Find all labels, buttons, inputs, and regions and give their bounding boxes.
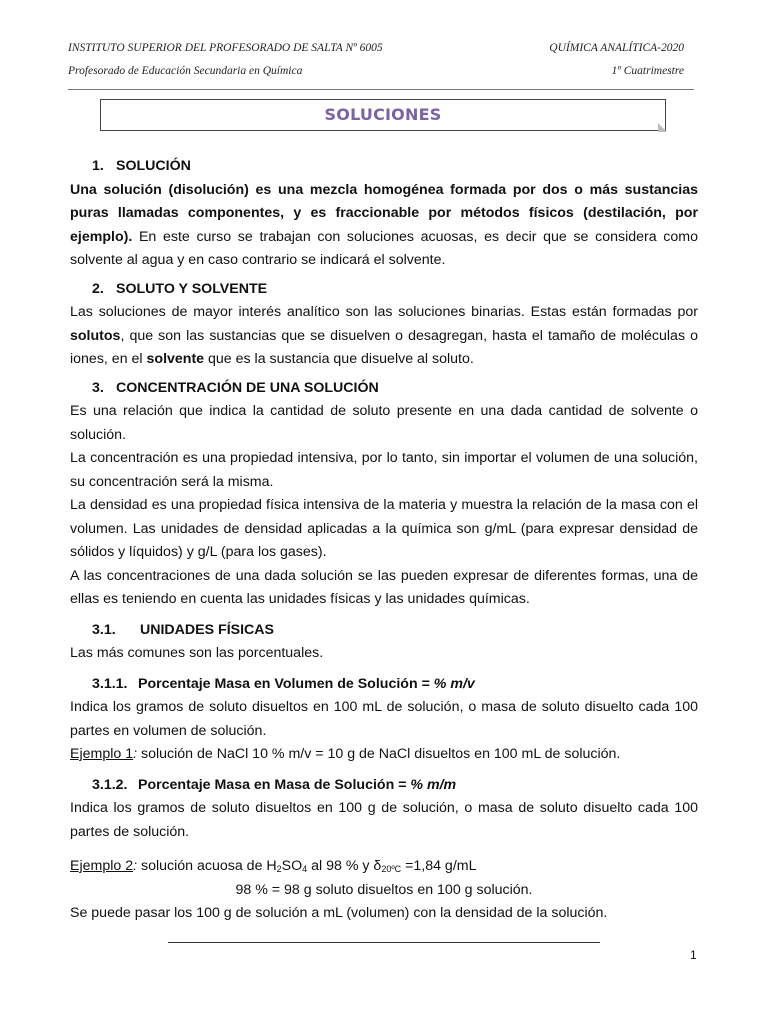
page-title: SOLUCIONES	[324, 105, 442, 124]
section-3-1-heading: 3.1. UNIDADES FÍSICAS	[92, 621, 275, 638]
section-1-paragraph: Una solución (disolución) es una mezcla homogénea formada por dos o más sustancias puras llamadas componentes, y es fraccionable por métodos físicos (destilación, por ejemplo). En este curso se trabajan con soluciones acuosas, es decir que se considera como solvente al agua y en caso contrario se indicará el solvente.	[70, 181, 698, 268]
section-3-paragraph-4: A las concentraciones de una dada solución se las pueden expresar de diferentes formas, una de ellas es teniendo en cuenta las unidades físicas y las unidades químicas.	[70, 567, 698, 607]
section-3-1-2-heading: 3.1.2. Porcentaje Masa en Masa de Solución = % m/m	[92, 776, 457, 793]
header-divider	[68, 89, 694, 90]
section-3-1-1-heading: 3.1.1. Porcentaje Masa en Volumen de Solución = % m/v	[92, 675, 475, 692]
section-3-paragraph-3: La densidad es una propiedad física intensiva de la materia y muestra la relación de la masa con el volumen. Las unidades de densidad aplicadas a la química son g/mL (para expresar densidad de sólidos y líquidos) y g/L (para los gases).	[70, 497, 698, 560]
header-program: Profesorado de Educación Secundaria en Química	[68, 65, 303, 77]
header-institution: INSTITUTO SUPERIOR DEL PROFESORADO DE SALTA Nº 6005	[68, 42, 383, 54]
section-3-heading: 3. CONCENTRACIÓN DE UNA SOLUCIÓN	[92, 379, 379, 396]
section-3-paragraph-1: Es una relación que indica la cantidad de soluto presente en una dada cantidad de solvente o solución.	[70, 403, 698, 443]
example-2: Ejemplo 2: solución acuosa de $H_2SO_4$ al 98 % y $\delta_{20ºC} =1,84$ g/mL	[70, 858, 477, 874]
section-3-1-2-paragraph: Indica los gramos de soluto disueltos en 100 g de solución, o masa de soluto disuelto cada 100 partes de solución.	[70, 800, 698, 840]
section-3-1-1-paragraph: Indica los gramos de soluto disueltos en 100 mL de solución, o masa de soluto disuelto cada 100 partes en volumen de solución.	[70, 699, 698, 739]
section-2-paragraph: Las soluciones de mayor interés analítico son las soluciones binarias. Estas están formadas por solutos, que son las sustancias que se disuelven o desagregan, hasta el tamaño de moléculas o iones, en el solvente que es la sustancia que disuelve al soluto.	[70, 304, 698, 367]
example-2-equivalence: 98 % = 98 g soluto disueltos en 100 g solución.	[235, 881, 533, 898]
title-banner	[100, 99, 666, 131]
header-term: 1º Cuatrimestre	[611, 65, 684, 77]
example-2-note: Se puede pasar los 100 g de solución a mL (volumen) con la densidad de la solución.	[70, 905, 608, 921]
section-3-paragraph-2: La concentración es una propiedad intensiva, por lo tanto, sin importar el volumen de una solución, su concentración será la misma.	[70, 450, 698, 490]
section-3-1-paragraph: Las más comunes son las porcentuales.	[70, 645, 324, 661]
header-row-1	[68, 42, 692, 54]
page-fold-decoration	[658, 123, 667, 132]
footer-divider	[168, 942, 600, 943]
section-1-heading: 1. SOLUCIÓN	[92, 158, 191, 174]
example-1: Ejemplo 1: solución de NaCl 10 % m/v = 10 g de NaCl disueltos en 100 mL de solución.	[70, 746, 621, 762]
section-2-heading: 2. SOLUTO Y SOLVENTE	[92, 280, 268, 297]
header-row-2	[68, 65, 692, 77]
page-number: 1	[690, 948, 697, 962]
header-course: QUÍMICA ANALÍTICA-2020	[549, 42, 684, 54]
document-body	[70, 155, 698, 926]
